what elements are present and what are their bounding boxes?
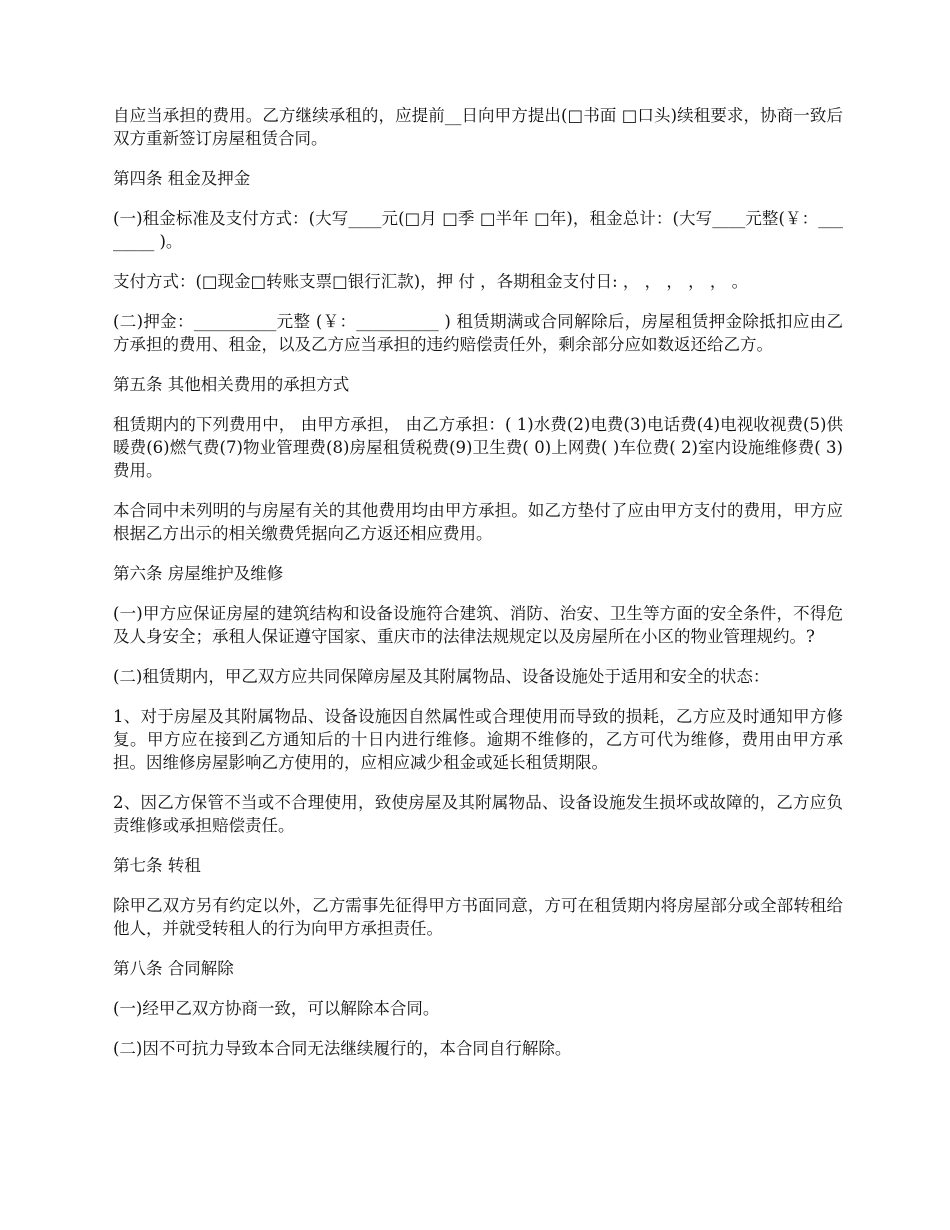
heading-article-6: 第六条 房屋维护及维修 — [113, 564, 284, 583]
paragraph-renewal: 自应当承担的费用。乙方继续承租的，应提前__日向甲方提出(□书面 □口头)续租要求，协商一致后双方重新签订房屋租赁合同。 — [113, 106, 843, 148]
paragraph-deposit: (二)押金：__________元整 (￥：__________ ) 租赁期满或合同解除后，房屋租赁押金除抵扣应由乙方承担的费用、租金，以及乙方应当承担的违约赔偿责任外，剩余部分应如数返还给乙方。 — [113, 312, 843, 354]
paragraph-joint-maintenance: (二)租赁期内，甲乙双方应共同保障房屋及其附属物品、设备设施处于适用和安全的状态： — [113, 667, 770, 686]
paragraph-termination-force-majeure: (二)因不可抗力导致本合同无法继续履行的，本合同自行解除。 — [113, 1039, 572, 1058]
heading-article-8: 第八条 合同解除 — [113, 959, 234, 978]
paragraph-fees-list: 租赁期内的下列费用中， 由甲方承担， 由乙方承担：( 1)水费(2)电费(3)电话费(4)电视收视费(5)供暖费(6)燃气费(7)物业管理费(8)房屋租赁税费(9)卫生费( 0)上网费( )车位费( 2)室内设施维修费( 3) 费用。 — [113, 415, 843, 480]
paragraph-sublease: 除甲乙双方另有约定以外，乙方需事先征得甲方书面同意，方可在租赁期内将房屋部分或全部转租给他人，并就受转租人的行为向甲方承担责任。 — [113, 896, 843, 938]
document-page — [113, 104, 843, 1077]
heading-article-4: 第四条 租金及押金 — [113, 169, 251, 188]
paragraph-repair-tenant: 2、因乙方保管不当或不合理使用，致使房屋及其附属物品、设备设施发生损坏或故障的，乙方应负责维修或承担赔偿责任。 — [113, 793, 843, 835]
paragraph-payment-method: 支付方式：(□现金□转账支票□银行汇款)，押 付 ，各期租金支付日: ， ， ， ， ， 。 — [113, 272, 749, 291]
paragraph-other-fees: 本合同中未列明的与房屋有关的其他费用均由甲方承担。如乙方垫付了应由甲方支付的费用，甲方应根据乙方出示的相关缴费凭据向乙方返还相应费用。 — [113, 501, 843, 543]
heading-article-7: 第七条 转租 — [113, 856, 201, 875]
paragraph-repair-landlord: 1、对于房屋及其附属物品、设备设施因自然属性或合理使用而导致的损耗，乙方应及时通知甲方修复。甲方应在接到乙方通知后的十日内进行维修。逾期不维修的，乙方可代为维修，费用由甲方承担。因维修房屋影响乙方使用的，应相应减少租金或延长租赁期限。 — [113, 707, 843, 772]
paragraph-rent-standard: (一)租金标准及支付方式：(大写____元(□月 □季 □半年 □年)，租金总计：(大写____元整(￥：________ )。 — [113, 209, 843, 251]
paragraph-termination-mutual: (一)经甲乙双方协商一致，可以解除本合同。 — [113, 999, 440, 1018]
paragraph-safety: (一)甲方应保证房屋的建筑结构和设备设施符合建筑、消防、治安、卫生等方面的安全条件，不得危及人身安全；承租人保证遵守国家、重庆市的法律法规规定以及房屋所在小区的物业管理规约。? — [113, 604, 843, 646]
heading-article-5: 第五条 其他相关费用的承担方式 — [113, 375, 350, 394]
